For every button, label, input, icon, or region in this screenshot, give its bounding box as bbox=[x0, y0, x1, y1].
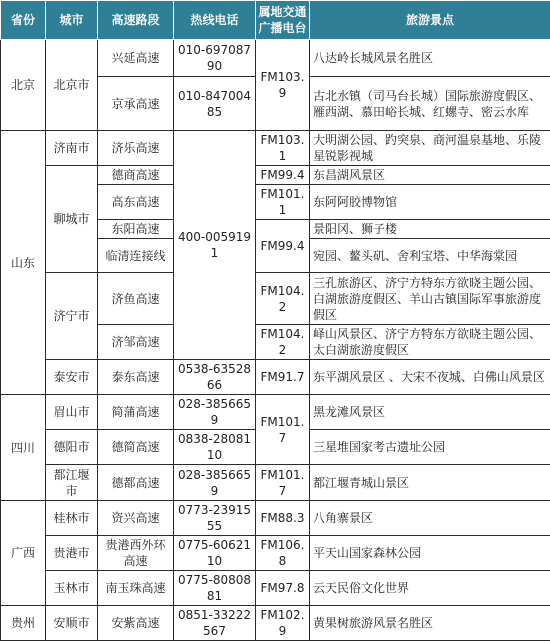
hotline-cell: 0773-2391555 bbox=[174, 501, 256, 536]
scenic-cell: 云天民俗文化世界 bbox=[310, 571, 550, 606]
header-road: 高速路段 bbox=[98, 1, 174, 40]
radio-cell: FM106.8 bbox=[256, 536, 310, 571]
scenic-cell: 三孔旅游区、济宁方特东方欲晓主题公园、白湖旅游度假区、羊山古镇国际军事旅游度假区 bbox=[310, 273, 550, 325]
hotline-cell: 0538-6352866 bbox=[174, 360, 256, 395]
radio-cell: FM97.8 bbox=[256, 571, 310, 606]
hotline-cell: 010-69708790 bbox=[174, 40, 256, 77]
road-cell: 东阳高速 bbox=[98, 220, 174, 239]
province-cell: 广西 bbox=[1, 501, 46, 606]
table-row bbox=[1, 273, 550, 325]
city-cell: 贵港市 bbox=[46, 536, 98, 571]
header-scenic: 旅游景点 bbox=[310, 1, 550, 40]
road-cell: 济乐高速 bbox=[98, 131, 174, 166]
table-row bbox=[1, 571, 550, 606]
city-cell: 聊城市 bbox=[46, 166, 98, 273]
header-hotline: 热线电话 bbox=[174, 1, 256, 40]
road-cell: 德商高速 bbox=[98, 166, 174, 185]
scenic-cell: 宛园、鳌头矶、舍利宝塔、中华海棠园 bbox=[310, 239, 550, 273]
province-cell: 四川 bbox=[1, 395, 46, 501]
road-cell: 简蒲高速 bbox=[98, 395, 174, 430]
province-cell: 贵州 bbox=[1, 606, 46, 641]
hotline-cell: 010-84700485 bbox=[174, 77, 256, 131]
hotline-cell: 0851-33222567 bbox=[174, 606, 256, 641]
city-cell: 桂林市 bbox=[46, 501, 98, 536]
radio-cell: FM103.1 bbox=[256, 131, 310, 166]
road-cell: 德简高速 bbox=[98, 430, 174, 465]
radio-cell: FM99.4 bbox=[256, 220, 310, 273]
table-row bbox=[1, 465, 550, 501]
road-cell: 济邹高速 bbox=[98, 325, 174, 360]
table-row bbox=[1, 395, 550, 430]
road-cell: 资兴高速 bbox=[98, 501, 174, 536]
hotline-cell: 0838-2808110 bbox=[174, 430, 256, 465]
radio-cell: FM103.9 bbox=[256, 40, 310, 131]
header-city: 城市 bbox=[46, 1, 98, 40]
scenic-cell: 东阿阿胶博物馆 bbox=[310, 185, 550, 220]
radio-cell: FM101.7 bbox=[256, 395, 310, 465]
table-row bbox=[1, 501, 550, 536]
scenic-cell: 大明湖公园、趵突泉、商河温泉基地、乐陵星锐影视城 bbox=[310, 131, 550, 166]
table-row bbox=[1, 131, 550, 166]
table-row bbox=[1, 606, 550, 641]
scenic-cell: 八角寨景区 bbox=[310, 501, 550, 536]
table-header-row bbox=[1, 1, 550, 40]
radio-cell: FM104.2 bbox=[256, 325, 310, 360]
city-cell: 济宁市 bbox=[46, 273, 98, 360]
scenic-cell: 东平湖风景区 、大宋不夜城、白佛山风景区 bbox=[310, 360, 550, 395]
scenic-cell: 黄果树旅游风景名胜区 bbox=[310, 606, 550, 641]
scenic-cell: 都江堰青城山景区 bbox=[310, 465, 550, 501]
radio-cell: FM91.7 bbox=[256, 360, 310, 395]
scenic-cell: 平天山国家森林公园 bbox=[310, 536, 550, 571]
radio-cell: FM88.3 bbox=[256, 501, 310, 536]
road-cell: 泰东高速 bbox=[98, 360, 174, 395]
scenic-cell: 黑龙滩风景区 bbox=[310, 395, 550, 430]
hotline-cell: 028-3856659 bbox=[174, 465, 256, 501]
city-cell: 安顺市 bbox=[46, 606, 98, 641]
hotline-cell: 028-3856659 bbox=[174, 395, 256, 430]
road-cell: 临清连接线 bbox=[98, 239, 174, 273]
road-cell: 安紫高速 bbox=[98, 606, 174, 641]
road-cell: 贵港西外环高速 bbox=[98, 536, 174, 571]
road-cell: 济鱼高速 bbox=[98, 273, 174, 325]
road-cell: 德都高速 bbox=[98, 465, 174, 501]
road-cell: 京承高速 bbox=[98, 77, 174, 131]
city-cell: 都江堰市 bbox=[46, 465, 98, 501]
header-province: 省份 bbox=[1, 1, 46, 40]
city-cell: 济南市 bbox=[46, 131, 98, 166]
city-cell: 泰安市 bbox=[46, 360, 98, 395]
province-cell: 北京 bbox=[1, 40, 46, 131]
hotline-cell: 0775-8080881 bbox=[174, 571, 256, 606]
table-row bbox=[1, 166, 550, 185]
road-cell: 高东高速 bbox=[98, 185, 174, 220]
table-row bbox=[1, 360, 550, 395]
scenic-cell: 八达岭长城风景名胜区 bbox=[310, 40, 550, 77]
city-cell: 德阳市 bbox=[46, 430, 98, 465]
table-row bbox=[1, 40, 550, 77]
scenic-cell: 景阳冈、狮子楼 bbox=[310, 220, 550, 239]
scenic-cell: 东昌湖风景区 bbox=[310, 166, 550, 185]
province-cell: 山东 bbox=[1, 131, 46, 395]
radio-cell: FM102.9 bbox=[256, 606, 310, 641]
scenic-cell: 三星堆国家考古遗址公园 bbox=[310, 430, 550, 465]
table-row bbox=[1, 536, 550, 571]
city-cell: 玉林市 bbox=[46, 571, 98, 606]
radio-cell: FM101.1 bbox=[256, 185, 310, 220]
road-cell: 兴延高速 bbox=[98, 40, 174, 77]
hotline-cell: 400-0059191 bbox=[174, 131, 256, 360]
radio-cell: FM104.2 bbox=[256, 273, 310, 325]
road-cell: 南玉珠高速 bbox=[98, 571, 174, 606]
header-radio: 属地交通广播电台 bbox=[256, 1, 310, 40]
city-cell: 北京市 bbox=[46, 40, 98, 131]
city-cell: 眉山市 bbox=[46, 395, 98, 430]
radio-cell: FM101.7 bbox=[256, 465, 310, 501]
radio-cell: FM99.4 bbox=[256, 166, 310, 185]
scenic-cell: 古北水镇（司马台长城）国际旅游度假区、雁西湖、慕田峪长城、红螺寺、密云水库 bbox=[310, 77, 550, 131]
hotline-cell: 0775-6062110 bbox=[174, 536, 256, 571]
scenic-cell: 峄山风景区、济宁方特东方欲晓主题公园、太白湖旅游度假区 bbox=[310, 325, 550, 360]
